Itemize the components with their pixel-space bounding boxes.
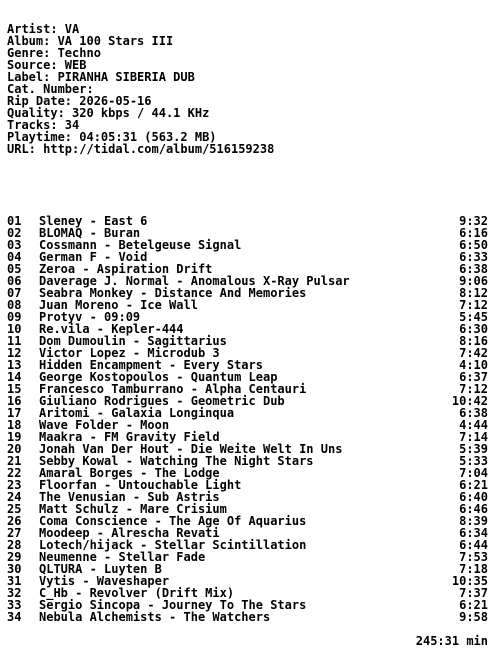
track-number: 21 (7, 454, 22, 468)
track-duration: 10:42 (451, 394, 488, 408)
tracklist (7, 215, 488, 623)
source-line: Source: WEB (7, 58, 87, 72)
track-title: Moodeep - Alrescha Revati (39, 526, 220, 540)
track-duration: 5:39 (459, 442, 488, 456)
track-number: 07 (7, 286, 22, 300)
track-duration: 7:12 (459, 298, 488, 312)
track-title: Giuliano Rodrigues - Geometric Dub (39, 394, 285, 408)
track-title: George Kostopoulos - Quantum Leap (39, 370, 278, 384)
track-number: 09 (7, 310, 22, 324)
track-number: 05 (7, 262, 22, 276)
track-number: 17 (7, 406, 22, 420)
track-number: 28 (7, 538, 22, 552)
track-duration: 5:45 (459, 310, 488, 324)
track-number: 19 (7, 430, 22, 444)
track-title: Daverage J. Normal - Anomalous X-Ray Pulsar (39, 274, 350, 288)
track-title: QLTURA - Luyten B (39, 562, 162, 576)
track-duration: 9:32 (459, 214, 488, 228)
track-number: 31 (7, 574, 22, 588)
track-title: Seabra Monkey - Distance And Memories (39, 286, 307, 300)
track-duration: 5:33 (459, 454, 488, 468)
track-number: 04 (7, 250, 22, 264)
label-line: Label: PIRANHA SIBERIA DUB (7, 70, 195, 84)
track-number: 18 (7, 418, 22, 432)
track-duration: 6:21 (459, 478, 488, 492)
track-number: 34 (7, 610, 22, 624)
track-title: Sebby Kowal - Watching The Night Stars (39, 454, 314, 468)
track-title: Re.vila - Kepler-444 (39, 322, 184, 336)
rip-date-line: Rip Date: 2026-05-16 (7, 94, 152, 108)
track-duration: 6:21 (459, 598, 488, 612)
track-number: 06 (7, 274, 22, 288)
track-title: The Venusian - Sub Astris (39, 490, 220, 504)
track-duration: 7:42 (459, 346, 488, 360)
track-title: C_Hb - Revolver (Drift Mix) (39, 586, 235, 600)
track-number: 23 (7, 478, 22, 492)
track-number: 33 (7, 598, 22, 612)
track-title: Francesco Tamburrano - Alpha Centauri (39, 382, 307, 396)
track-title: Amaral Borges - The Lodge (39, 466, 220, 480)
track-title: Wave Folder - Moon (39, 418, 170, 432)
track-title: Zeroa - Aspiration Drift (39, 262, 213, 276)
track-number: 10 (7, 322, 22, 336)
track-number: 20 (7, 442, 22, 456)
track-duration: 10:35 (451, 574, 488, 588)
track-number: 13 (7, 358, 22, 372)
track-title: Maakra - FM Gravity Field (39, 430, 220, 444)
track-duration: 6:50 (459, 238, 488, 252)
artist-line: Artist: VA (7, 22, 80, 36)
track-duration: 7:04 (459, 466, 488, 480)
track-title: German F - Void (39, 250, 148, 264)
track-duration: 7:37 (459, 586, 488, 600)
track-title: Juan Moreno - Ice Wall (39, 298, 198, 312)
track-duration: 6:38 (459, 262, 488, 276)
track-title: Vytis - Waveshaper (39, 574, 170, 588)
track-title: Nebula Alchemists - The Watchers (39, 610, 271, 624)
track-duration: 7:14 (459, 430, 488, 444)
track-title: Hidden Encampment - Every Stars (39, 358, 263, 372)
url-line: URL: http://tidal.com/album/516159238 (7, 142, 275, 156)
track-number: 14 (7, 370, 22, 384)
track-duration: 6:44 (459, 538, 488, 552)
track-title: Protyv - 09:09 (39, 310, 141, 324)
track-number: 26 (7, 514, 22, 528)
track-duration: 8:12 (459, 286, 488, 300)
track-number: 02 (7, 226, 22, 240)
track-duration: 7:12 (459, 382, 488, 396)
track-number: 11 (7, 334, 22, 348)
track-number: 30 (7, 562, 22, 576)
track-duration: 6:16 (459, 226, 488, 240)
track-title: Sergio Sincopa - Journey To The Stars (39, 598, 307, 612)
track-title: Victor Lopez - Microdub 3 (39, 346, 220, 360)
track-duration: 8:16 (459, 334, 488, 348)
track-duration: 6:33 (459, 250, 488, 264)
album-metadata (7, 23, 274, 155)
album-line: Album: VA 100 Stars III (7, 34, 174, 48)
playtime-line: Playtime: 04:05:31 (563.2 MB) (7, 130, 217, 144)
track-duration: 9:06 (459, 274, 488, 288)
track-title: Jonah Van Der Hout - Die Weite Welt In Uns (39, 442, 343, 456)
track-duration: 8:39 (459, 514, 488, 528)
genre-line: Genre: Techno (7, 46, 101, 60)
track-duration: 6:40 (459, 490, 488, 504)
track-title: Dom Dumoulin - Sagittarius (39, 334, 227, 348)
track-number: 08 (7, 298, 22, 312)
track-number: 12 (7, 346, 22, 360)
track-title: Sleney - East 6 (39, 214, 148, 228)
track-number: 16 (7, 394, 22, 408)
track-title: Coma Conscience - The Age Of Aquarius (39, 514, 307, 528)
track-number: 25 (7, 502, 22, 516)
total-playtime: 245:31 min (415, 634, 488, 648)
track-duration: 6:34 (459, 526, 488, 540)
track-number: 15 (7, 382, 22, 396)
track-duration: 7:53 (459, 550, 488, 564)
track-title: Matt Schulz - Mare Crisium (39, 502, 227, 516)
track-duration: 9:58 (459, 610, 488, 624)
track-title: BLOMAQ - Buran (39, 226, 141, 240)
track-duration: 4:10 (459, 358, 488, 372)
track-number: 01 (7, 214, 22, 228)
track-title: Cossmann - Betelgeuse Signal (39, 238, 242, 252)
track-duration: 6:38 (459, 406, 488, 420)
track-duration: 6:46 (459, 502, 488, 516)
track-title: Floorfan - Untouchable Light (39, 478, 242, 492)
track-duration: 6:30 (459, 322, 488, 336)
track-duration: 7:18 (459, 562, 488, 576)
track-number: 03 (7, 238, 22, 252)
track-number: 27 (7, 526, 22, 540)
track-number: 24 (7, 490, 22, 504)
track-number: 32 (7, 586, 22, 600)
track-duration: 6:37 (459, 370, 488, 384)
track-number: 29 (7, 550, 22, 564)
track-number: 22 (7, 466, 22, 480)
cat-number-line: Cat. Number: (7, 82, 94, 96)
track-title: Aritomi - Galaxia Longinqua (39, 406, 235, 420)
tracks-count-line: Tracks: 34 (7, 118, 80, 132)
track-row (7, 611, 488, 623)
track-title: Neumenne - Stellar Fade (39, 550, 206, 564)
track-duration: 4:44 (459, 418, 488, 432)
track-title: Lotech/hijack - Stellar Scintillation (39, 538, 307, 552)
quality-line: Quality: 320 kbps / 44.1 KHz (7, 106, 210, 120)
